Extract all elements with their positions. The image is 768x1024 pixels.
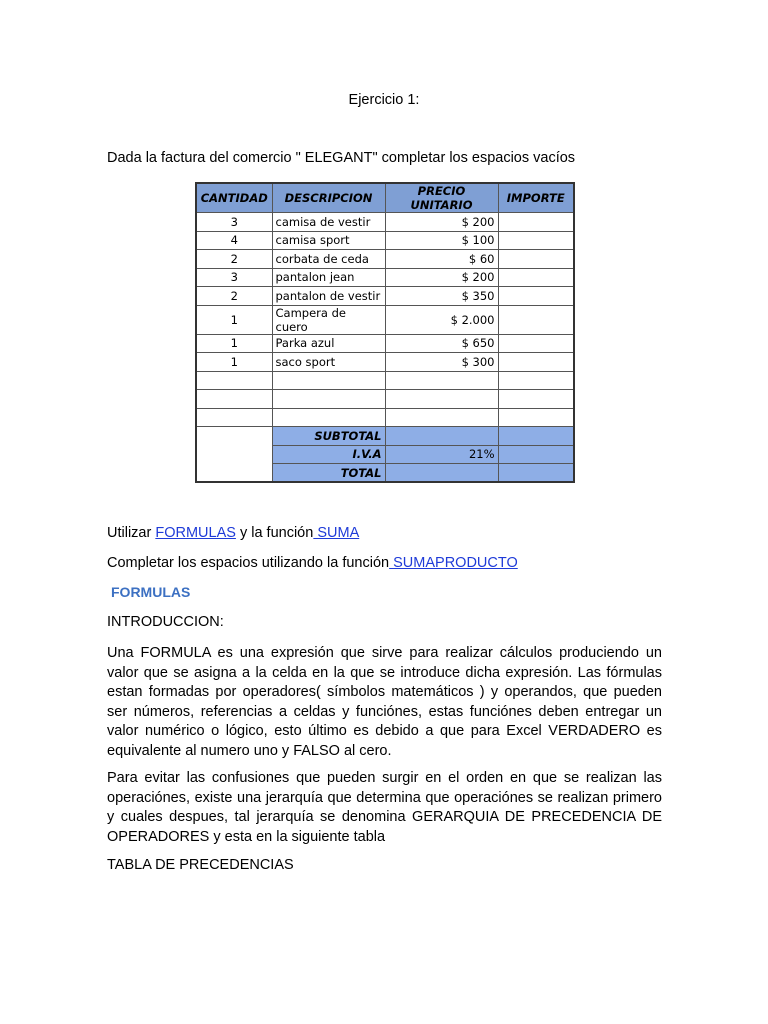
table-row bbox=[196, 213, 574, 232]
total-importe[interactable] bbox=[498, 464, 574, 483]
formula-paragraph: Una FORMULA es una expresión que sirve para realizar cálculos produciendo un valor que se asigna a la celda en la que se introduce dicha expresión. Las fórmulas estan formadas por operadores( símbolos matemáticos ) y operandos, que pueden ser números, referencias a celdas y funciónes, estas funciónes deben entregar un valor numérico o lógico, esto último es debido a que para Excel VERDADERO es equivalente al numero uno y FALSO al cero. bbox=[107, 645, 662, 759]
table-row bbox=[196, 371, 574, 390]
cell-importe[interactable] bbox=[498, 305, 574, 334]
cell-cantidad: 1 bbox=[196, 353, 272, 372]
precedence-table-heading: TABLA DE PRECEDENCIAS bbox=[107, 857, 294, 873]
total-label: TOTAL bbox=[272, 464, 385, 483]
cell-descripcion: corbata de ceda bbox=[272, 250, 385, 269]
cell-descripcion: camisa de vestir bbox=[272, 213, 385, 232]
cell-cantidad: 2 bbox=[196, 250, 272, 269]
iva-value[interactable]: 21% bbox=[385, 445, 498, 464]
table-row bbox=[196, 334, 574, 353]
subtotal-label: SUBTOTAL bbox=[272, 427, 385, 446]
cell-cantidad bbox=[196, 390, 272, 409]
cell-importe[interactable] bbox=[498, 287, 574, 306]
sumaproducto-link[interactable]: SUMAPRODUCTO bbox=[389, 555, 518, 571]
invoice-table bbox=[195, 182, 575, 483]
cell-importe[interactable] bbox=[498, 408, 574, 427]
formulas-heading: FORMULAS bbox=[111, 584, 191, 600]
precedence-paragraph: Para evitar las confusiones que pueden surgir en el orden en que se realizan las operaciónes, existe una jerarquía que determina que operaciónes se realizan primero y cuales despues, tal jerarquía se denomina GERARQUIA DE PRECEDENCIA DE OPERADORES y esta en la siguiente tabla bbox=[107, 770, 662, 845]
summary-spacer bbox=[196, 427, 272, 483]
cell-precio: $ 350 bbox=[385, 287, 498, 306]
header-descripcion: DESCRIPCION bbox=[272, 183, 385, 213]
formulas-link[interactable]: FORMULAS bbox=[155, 525, 236, 541]
cell-cantidad: 2 bbox=[196, 287, 272, 306]
instruction2-text: Completar los espacios utilizando la función bbox=[107, 555, 390, 571]
cell-precio bbox=[385, 371, 498, 390]
cell-descripcion: Parka azul bbox=[272, 334, 385, 353]
cell-precio bbox=[385, 408, 498, 427]
table-row bbox=[196, 390, 574, 409]
cell-cantidad: 3 bbox=[196, 213, 272, 232]
cell-importe[interactable] bbox=[498, 268, 574, 287]
cell-precio: $ 2.000 bbox=[385, 305, 498, 334]
cell-descripcion: saco sport bbox=[272, 353, 385, 372]
table-row bbox=[196, 287, 574, 306]
cell-importe[interactable] bbox=[498, 231, 574, 250]
cell-precio: $ 100 bbox=[385, 231, 498, 250]
cell-descripcion: pantalon jean bbox=[272, 268, 385, 287]
cell-importe[interactable] bbox=[498, 334, 574, 353]
total-value[interactable] bbox=[385, 464, 498, 483]
cell-precio: $ 300 bbox=[385, 353, 498, 372]
table-row bbox=[196, 305, 574, 334]
table-row bbox=[196, 353, 574, 372]
subtotal-row bbox=[196, 427, 574, 446]
subtotal-value[interactable] bbox=[385, 427, 498, 446]
cell-descripcion bbox=[272, 390, 385, 409]
instruction-text: Utilizar bbox=[107, 525, 156, 541]
iva-label: I.V.A bbox=[272, 445, 385, 464]
cell-importe[interactable] bbox=[498, 213, 574, 232]
formulas-instruction bbox=[107, 525, 359, 541]
cell-cantidad: 1 bbox=[196, 334, 272, 353]
cell-importe[interactable] bbox=[498, 371, 574, 390]
cell-precio bbox=[385, 390, 498, 409]
cell-precio: $ 60 bbox=[385, 250, 498, 269]
cell-descripcion bbox=[272, 408, 385, 427]
cell-cantidad: 4 bbox=[196, 231, 272, 250]
invoice-body bbox=[196, 213, 574, 483]
instruction-text-mid: y la función bbox=[235, 525, 314, 541]
cell-cantidad bbox=[196, 408, 272, 427]
cell-descripcion: Campera de cuero bbox=[272, 305, 385, 334]
cell-importe[interactable] bbox=[498, 390, 574, 409]
cell-descripcion bbox=[272, 371, 385, 390]
sumaproducto-instruction bbox=[107, 555, 518, 571]
cell-importe[interactable] bbox=[498, 250, 574, 269]
table-row bbox=[196, 250, 574, 269]
table-row bbox=[196, 408, 574, 427]
cell-precio: $ 200 bbox=[385, 268, 498, 287]
introduccion-heading: INTRODUCCION: bbox=[107, 614, 224, 630]
exercise-title: Ejercicio 1: bbox=[348, 92, 420, 108]
cell-precio: $ 200 bbox=[385, 213, 498, 232]
iva-importe[interactable] bbox=[498, 445, 574, 464]
cell-precio: $ 650 bbox=[385, 334, 498, 353]
header-precio: PRECIO UNITARIO bbox=[385, 183, 498, 213]
table-row bbox=[196, 268, 574, 287]
cell-cantidad: 1 bbox=[196, 305, 272, 334]
suma-link[interactable]: SUMA bbox=[313, 525, 360, 541]
cell-descripcion: pantalon de vestir bbox=[272, 287, 385, 306]
cell-cantidad: 3 bbox=[196, 268, 272, 287]
cell-descripcion: camisa sport bbox=[272, 231, 385, 250]
cell-cantidad bbox=[196, 371, 272, 390]
invoice-header-row bbox=[196, 183, 574, 213]
subtotal-importe[interactable] bbox=[498, 427, 574, 446]
cell-importe[interactable] bbox=[498, 353, 574, 372]
exercise-intro: Dada la factura del comercio " ELEGANT" completar los espacios vacíos bbox=[107, 150, 576, 166]
header-importe: IMPORTE bbox=[498, 183, 574, 213]
header-cantidad: CANTIDAD bbox=[196, 183, 272, 213]
table-row bbox=[196, 231, 574, 250]
